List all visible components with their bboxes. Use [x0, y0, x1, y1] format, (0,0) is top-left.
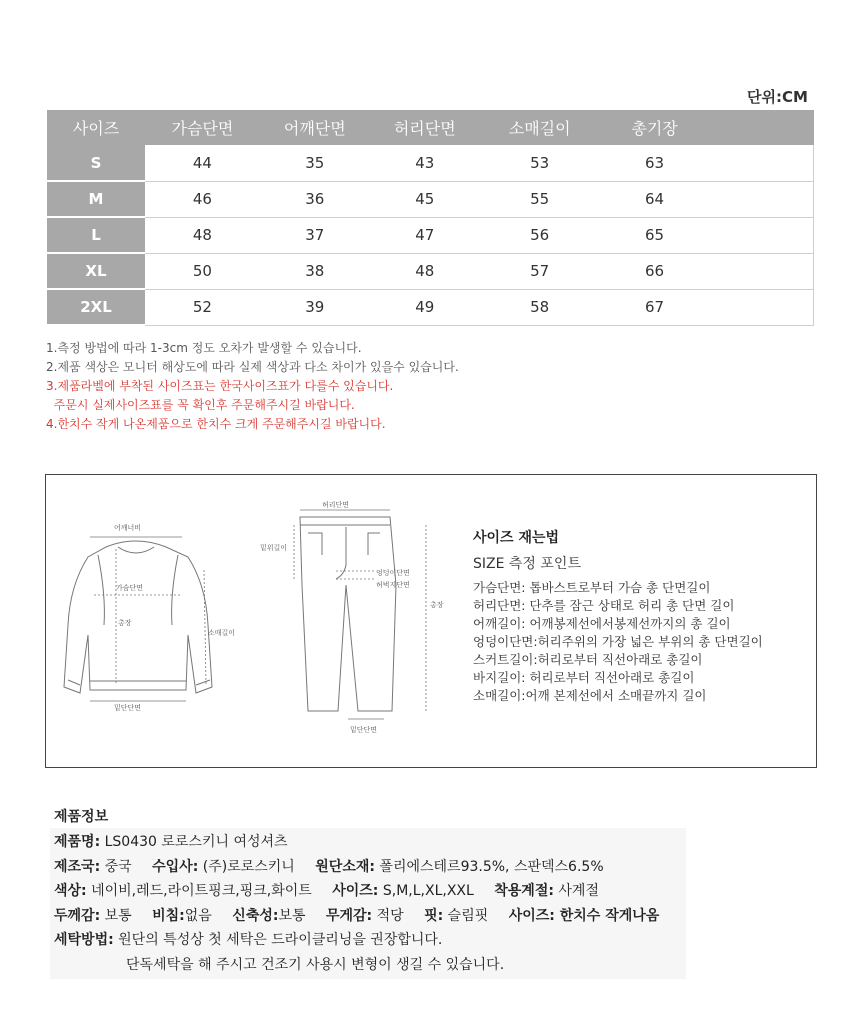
size-fit-note: 사이즈: 한치수 작게나옴	[508, 907, 660, 924]
label-pants-length: 총장	[430, 601, 444, 609]
table-cell: 64	[600, 181, 710, 217]
table-cell: 58	[480, 289, 600, 325]
table-row	[47, 145, 814, 181]
note-4: 4.한치수 작게 나온제품으로 한치수 크게 주문해주시길 바랍니다.	[46, 417, 386, 431]
size-label: 사이즈:	[332, 883, 379, 899]
table-cell: 50	[145, 253, 260, 289]
how-line: 소매길이:어깨 본제선에서 소매끝까지 길이	[473, 688, 707, 703]
size-label: XL	[47, 253, 145, 289]
color-value: 네이비,레드,라이트핑크,핑크,화이트	[86, 883, 312, 899]
info-row-wash	[54, 928, 682, 953]
size-value: S,M,L,XL,XXL	[378, 883, 474, 899]
label-length: 총장	[118, 619, 132, 627]
table-cell: 35	[260, 145, 370, 181]
table-cell: 57	[480, 253, 600, 289]
how-line: 허리단면: 단추를 잠근 상태로 허리 총 단면 길이	[473, 598, 735, 613]
how-line: 가슴단면: 톱바스트로부터 가슴 총 단면길이	[473, 580, 711, 595]
how-line: 엉덩이단면:허리주위의 가장 넓은 부위의 총 단면길이	[473, 634, 763, 649]
table-cell: 49	[370, 289, 480, 325]
table-cell: 48	[145, 217, 260, 253]
weight-value: 적당	[372, 907, 404, 924]
pants-illustration	[300, 517, 396, 711]
label-pants-hem: 밑단단면	[350, 726, 378, 734]
thickness-label: 두께감:	[54, 907, 101, 924]
product-info-title: 제품정보	[54, 809, 109, 825]
fabric-label: 원단소재:	[315, 858, 375, 875]
label-rise: 밑위길이	[260, 544, 288, 552]
season-label: 착용계절:	[494, 883, 554, 899]
header-waist: 허리단면	[370, 110, 480, 145]
header-sleeve: 소매길이	[480, 110, 600, 145]
name-label: 제품명:	[54, 834, 101, 850]
sheer-value: 없음	[184, 907, 212, 924]
how-line: 스커트길이:허리로부터 직선아래로 총길이	[473, 652, 703, 667]
wash-label: 세탁방법:	[54, 932, 114, 948]
how-title: 사이즈 재는법	[473, 530, 560, 546]
stretch-value: 보통	[278, 907, 306, 924]
stretch-label: 신축성:	[232, 907, 279, 924]
table-cell: 56	[480, 217, 600, 253]
thickness-value: 보통	[100, 907, 132, 924]
fit-label: 핏:	[424, 907, 444, 924]
table-cell-empty	[710, 181, 814, 217]
size-label: S	[47, 145, 145, 181]
table-cell: 46	[145, 181, 260, 217]
sweatshirt-illustration	[64, 541, 212, 693]
note-3: 3.제품라벨에 부착된 사이즈표는 한국사이즈표가 다를수 있습니다.	[46, 379, 394, 393]
label-chest: 가슴단면	[116, 584, 144, 592]
size-table	[47, 110, 814, 326]
table-cell: 37	[260, 217, 370, 253]
country-label: 제조국:	[54, 858, 101, 875]
info-row-name	[54, 830, 682, 855]
table-cell: 44	[145, 145, 260, 181]
info-row-feel	[54, 904, 682, 929]
pants-measure-lines	[294, 510, 426, 719]
wash-value-2: 단독세탁을 해 주시고 건조기 사용시 변형이 생길 수 있습니다.	[126, 956, 505, 973]
fit-value: 슬림핏	[443, 907, 489, 924]
table-cell: 55	[480, 181, 600, 217]
header-blank	[710, 110, 814, 145]
size-label: L	[47, 217, 145, 253]
product-info	[50, 828, 686, 979]
size-label: 2XL	[47, 289, 145, 325]
table-row	[47, 253, 814, 289]
table-row	[47, 217, 814, 253]
header-chest: 가슴단면	[145, 110, 260, 145]
table-cell: 38	[260, 253, 370, 289]
table-cell: 43	[370, 145, 480, 181]
how-line: 바지길이: 허리로부터 직선아래로 총길이	[473, 670, 695, 685]
info-row-origin	[54, 855, 682, 880]
importer-value: (주)로로스키니	[198, 858, 295, 875]
unit-label: 단위:CM	[747, 88, 808, 106]
table-cell-empty	[710, 289, 814, 325]
label-hip: 엉덩이단면	[376, 569, 410, 577]
header-size: 사이즈	[47, 110, 145, 145]
name-value: LS0430 로로스키니 여성셔츠	[100, 834, 288, 850]
table-cell: 52	[145, 289, 260, 325]
country-value: 중국	[100, 858, 132, 875]
table-cell: 39	[260, 289, 370, 325]
table-cell-empty	[710, 253, 814, 289]
table-row	[47, 181, 814, 217]
table-cell: 45	[370, 181, 480, 217]
sheer-label: 비침:	[152, 907, 185, 924]
size-table-header	[47, 110, 814, 145]
how-line: 어깨길이: 어깨봉제선에서봉제선까지의 총 길이	[473, 616, 731, 631]
table-cell: 48	[370, 253, 480, 289]
measurement-guide	[45, 474, 817, 768]
table-row	[47, 289, 814, 325]
how-to-measure	[473, 527, 763, 705]
table-cell: 66	[600, 253, 710, 289]
label-thigh: 허벅지단면	[376, 581, 410, 589]
size-label: M	[47, 181, 145, 217]
note-1: 1.측정 방법에 따라 1-3cm 정도 오차가 발생할 수 있습니다.	[46, 341, 362, 355]
table-cell: 63	[600, 145, 710, 181]
label-waist: 허리단면	[322, 501, 350, 509]
label-shoulder: 어깨너비	[114, 524, 142, 532]
label-hem: 밑단단면	[114, 704, 142, 712]
table-cell: 53	[480, 145, 600, 181]
table-cell: 47	[370, 217, 480, 253]
wash-value: 원단의 특성상 첫 세탁은 드라이클리닝을 권장합니다.	[113, 932, 443, 948]
info-row-color	[54, 879, 682, 904]
header-shoulder: 어깨단면	[260, 110, 370, 145]
importer-label: 수입사:	[152, 858, 199, 875]
notes	[46, 339, 459, 434]
how-subtitle: SIZE 측정 포인트	[473, 556, 581, 572]
season-value: 사계절	[553, 883, 599, 899]
table-cell: 36	[260, 181, 370, 217]
info-row-wash-2	[54, 953, 682, 978]
sweatshirt-measure-lines	[90, 537, 206, 701]
label-sleeve: 소매길이	[208, 629, 236, 637]
table-cell-empty	[710, 145, 814, 181]
header-length: 총기장	[600, 110, 710, 145]
note-2: 2.제품 색상은 모니터 해상도에 따라 실제 색상과 다소 차이가 있을수 있습니다.	[46, 360, 459, 374]
color-label: 색상:	[54, 883, 87, 899]
note-3b: 주문시 실제사이즈표를 꼭 확인후 주문해주시길 바랍니다.	[46, 398, 355, 412]
weight-label: 무게감:	[325, 907, 373, 924]
table-cell: 67	[600, 289, 710, 325]
table-cell: 65	[600, 217, 710, 253]
table-cell-empty	[710, 217, 814, 253]
fabric-value: 폴리에스테르93.5%, 스판덱스6.5%	[374, 858, 604, 875]
